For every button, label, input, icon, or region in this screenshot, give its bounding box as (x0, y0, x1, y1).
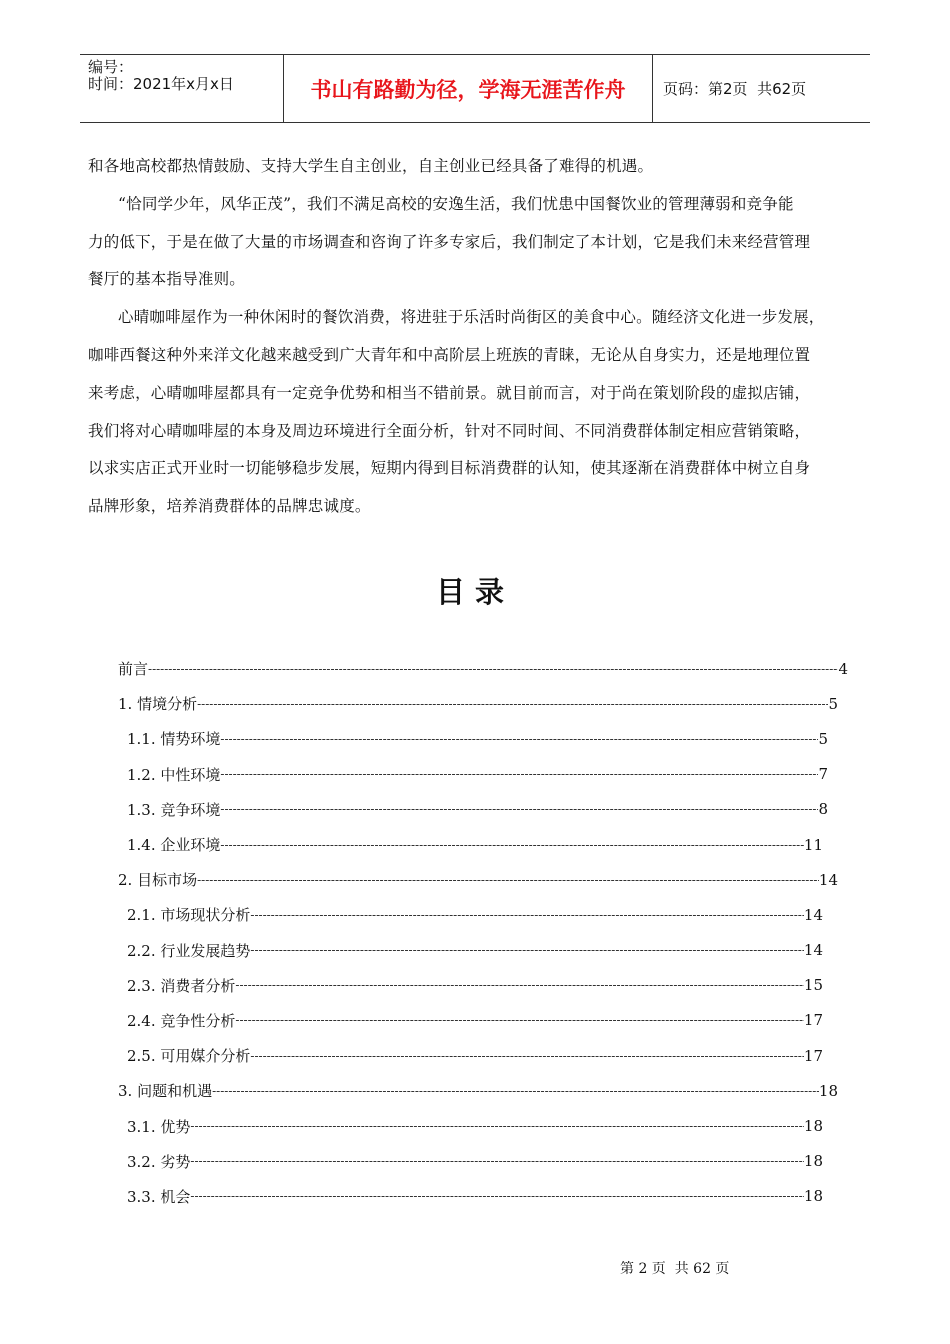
paragraph-line: 和各地高校都热情鼓励、支持大学生自主创业，自主创业已经具备了难得的机遇。 (88, 157, 654, 175)
toc-entry-page: 8 (818, 800, 828, 819)
toc-leader (250, 908, 804, 922)
toc-leader (250, 1049, 804, 1063)
toc-entry-page: 14 (803, 905, 823, 924)
toc-entry-label: 1. 情境分析 (118, 695, 198, 714)
document-date-label: 时间：2021年x月x日 (88, 75, 234, 93)
toc-entry-label: 1.4. 企业环境 (127, 836, 221, 855)
toc-leader (220, 767, 818, 781)
toc-entry-label: 前言 (118, 660, 149, 679)
toc-entry-label: 2.5. 可用媒介分析 (127, 1047, 251, 1066)
body-text (88, 148, 878, 526)
paragraph-line: 以求实店正式开业时一切能够稳步发展，短期内得到目标消费群的认知，使其逐渐在消费群体中树立自身 (88, 459, 811, 478)
toc-entry[interactable] (118, 651, 848, 686)
toc-entry-page: 18 (803, 1152, 823, 1171)
toc-entry[interactable] (118, 1073, 838, 1108)
toc-entry[interactable] (118, 721, 828, 756)
toc-entry-page: 11 (803, 835, 823, 854)
toc-leader (148, 662, 838, 676)
toc-leader (235, 978, 804, 992)
toc-title: 目录 (435, 575, 514, 609)
toc-entry-label: 2. 目标市场 (118, 871, 198, 890)
toc-entry[interactable] (118, 933, 823, 968)
toc-entry-page: 15 (803, 976, 823, 995)
paragraph-line: 我们将对心晴咖啡屋的本身及周边环境进行全面分析，针对不同时间、不同消费群体制定相应营销策略， (88, 421, 811, 440)
toc-entry-page: 5 (828, 694, 838, 713)
header-meta-cell (80, 55, 283, 122)
paragraph-line: “恰同学少年，风华正茂”，我们不满足高校的安逸生活，我们忧患中国餐饮业的管理薄弱和竞争能 (118, 194, 794, 213)
toc-entry-label: 2.1. 市场现状分析 (127, 906, 251, 925)
toc-entry-page: 18 (803, 1187, 823, 1206)
toc-leader (212, 1084, 819, 1098)
header-page-info: 页码：第2页 共62页 (663, 80, 807, 98)
toc-entry-label: 3. 问题和机遇 (118, 1082, 213, 1101)
toc-leader (235, 1013, 804, 1027)
toc-entry[interactable] (118, 1144, 823, 1179)
toc-leader (190, 1189, 804, 1203)
toc-entry-page: 17 (803, 1011, 823, 1030)
toc-entry-label: 3.2. 劣势 (127, 1152, 191, 1171)
toc-entry[interactable] (118, 792, 828, 827)
paragraph-line: 来考虑，心晴咖啡屋都具有一定竞争优势和相当不错前景。就目前而言，对于尚在策划阶段的虚拟店铺， (88, 383, 811, 402)
toc-entry[interactable] (118, 968, 823, 1003)
toc-entry[interactable] (118, 862, 838, 897)
page-header (80, 54, 870, 123)
toc-entry[interactable] (118, 1038, 823, 1073)
toc-leader (220, 732, 818, 746)
toc-entry-page: 18 (818, 1081, 838, 1100)
header-motto: 书山有路勤为径，学海无涯苦作舟 (283, 55, 653, 122)
toc-entry-label: 2.4. 竞争性分析 (127, 1011, 236, 1030)
toc-entry-page: 14 (803, 941, 823, 960)
toc-entry-page: 17 (803, 1046, 823, 1065)
paragraph-line: 品牌形象，培养消费群体的品牌忠诚度。 (88, 497, 371, 516)
toc-entry-label: 3.3. 机会 (127, 1187, 191, 1206)
toc-entry-page: 5 (818, 729, 828, 748)
toc-leader (197, 697, 828, 711)
toc-entry[interactable] (118, 757, 828, 792)
toc-entry[interactable] (118, 827, 823, 862)
table-of-contents (118, 651, 858, 1214)
header-page-info-cell (653, 55, 870, 122)
document-number-label: 编号： (88, 58, 134, 76)
toc-entry-page: 14 (818, 870, 838, 889)
toc-entry-page: 7 (818, 765, 828, 784)
toc-entry-label: 3.1. 优势 (127, 1117, 191, 1136)
toc-entry[interactable] (118, 1179, 823, 1214)
toc-entry[interactable] (118, 897, 823, 932)
paragraph-line: 心晴咖啡屋作为一种休闲时的餐饮消费，将进驻于乐活时尚街区的美食中心。随经济文化进一步发展， (118, 308, 825, 327)
toc-entry[interactable] (118, 1108, 823, 1143)
paragraph-line: 餐厅的基本指导准则。 (88, 270, 246, 289)
toc-entry-page: 18 (803, 1117, 823, 1136)
page-footer: 第 2 页 共 62 页 (620, 1261, 730, 1277)
paragraph-line: 咖啡西餐这种外来洋文化越来越受到广大青年和中高阶层上班族的青睐，无论从自身实力，还是地理位置 (88, 345, 811, 364)
toc-leader (220, 838, 804, 852)
toc-entry-label: 1.3. 竞争环境 (127, 800, 221, 819)
toc-leader (197, 873, 819, 887)
toc-entry-label: 2.2. 行业发展趋势 (127, 941, 251, 960)
toc-entry[interactable] (118, 1003, 823, 1038)
toc-entry-label: 1.2. 中性环境 (127, 765, 221, 784)
toc-leader (220, 802, 818, 816)
toc-entry[interactable] (118, 686, 838, 721)
toc-entry-label: 2.3. 消费者分析 (127, 976, 236, 995)
toc-entry-label: 1.1. 情势环境 (127, 730, 221, 749)
toc-leader (190, 1119, 804, 1133)
paragraph-line: 力的低下，于是在做了大量的市场调查和咨询了许多专家后，我们制定了本计划，它是我们未来经营管理 (88, 232, 811, 251)
toc-leader (250, 943, 804, 957)
toc-leader (190, 1154, 804, 1168)
toc-entry-page: 4 (838, 659, 848, 678)
